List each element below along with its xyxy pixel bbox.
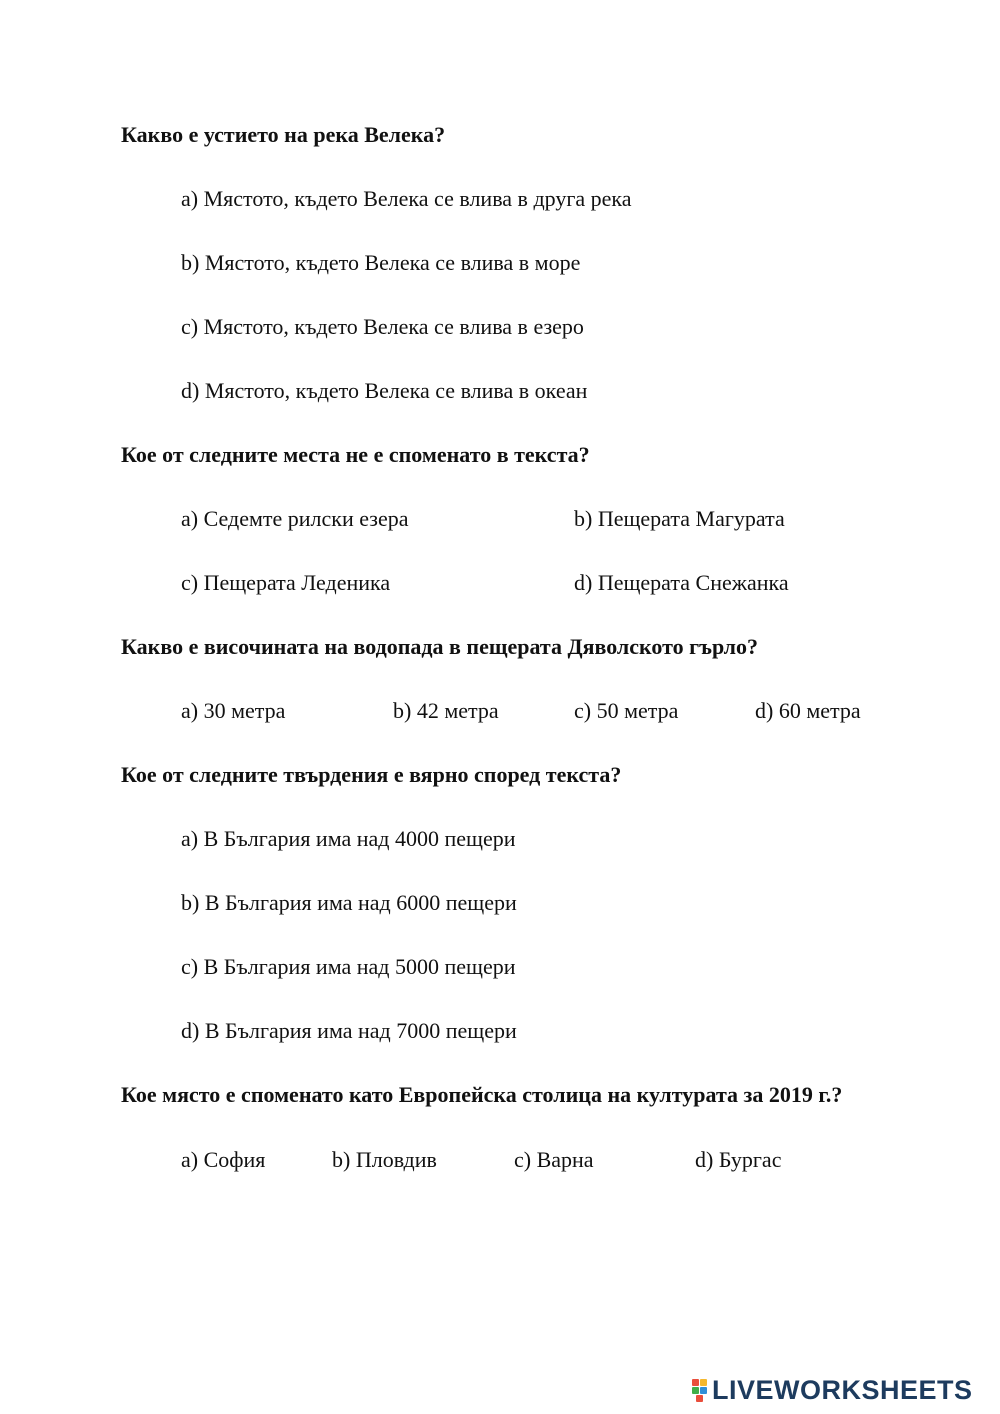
question-5-option-a[interactable]: a) София	[181, 1147, 266, 1172]
question-3-option-b[interactable]: b) 42 метра	[393, 698, 499, 723]
question-4-option-d[interactable]: d) В България има над 7000 пещери	[181, 1018, 517, 1043]
question-2-option-d[interactable]: d) Пещерата Снежанка	[574, 570, 789, 595]
liveworksheets-logo-icon	[692, 1377, 708, 1403]
question-5-option-b[interactable]: b) Пловдив	[332, 1147, 437, 1172]
question-3-text: Какво е височината на водопада в пещерата Дяволското гърло?	[121, 634, 759, 659]
question-4-option-b[interactable]: b) В България има над 6000 пещери	[181, 890, 517, 915]
question-4-option-c[interactable]: c) В България има над 5000 пещери	[181, 954, 516, 979]
question-3-option-c[interactable]: c) 50 метра	[574, 698, 679, 723]
question-4-option-a[interactable]: a) В България има над 4000 пещери	[181, 826, 516, 851]
question-3-option-a[interactable]: a) 30 метра	[181, 698, 286, 723]
question-1-option-b[interactable]: b) Мястото, където Велека се влива в море	[181, 250, 581, 275]
question-5-option-d[interactable]: d) Бургас	[695, 1147, 782, 1172]
liveworksheets-logo-text: LIVEWORKSHEETS	[712, 1374, 973, 1405]
question-1-text: Какво е устието на река Велека?	[121, 122, 446, 147]
question-5-text: Кое място е споменато като Европейска столица на културата за 2019 г.?	[121, 1082, 843, 1107]
question-3-option-d[interactable]: d) 60 метра	[755, 698, 861, 723]
question-1-option-d[interactable]: d) Мястото, където Велека се влива в океан	[181, 378, 588, 403]
question-2-option-c[interactable]: c) Пещерата Леденика	[181, 570, 391, 595]
question-4-text: Кое от следните твърдения е вярно според текста?	[121, 762, 622, 787]
question-2-option-b[interactable]: b) Пещерата Магурата	[574, 506, 785, 531]
question-5-option-c[interactable]: c) Варна	[514, 1147, 594, 1172]
question-2-text: Кое от следните места не е споменато в текста?	[121, 442, 590, 467]
question-1-option-c[interactable]: c) Мястото, където Велека се влива в езеро	[181, 314, 584, 339]
question-1-option-a[interactable]: a) Мястото, където Велека се влива в друга река	[181, 186, 632, 211]
liveworksheets-logo	[692, 1374, 973, 1406]
question-2-option-a[interactable]: a) Седемте рилски езера	[181, 506, 409, 531]
